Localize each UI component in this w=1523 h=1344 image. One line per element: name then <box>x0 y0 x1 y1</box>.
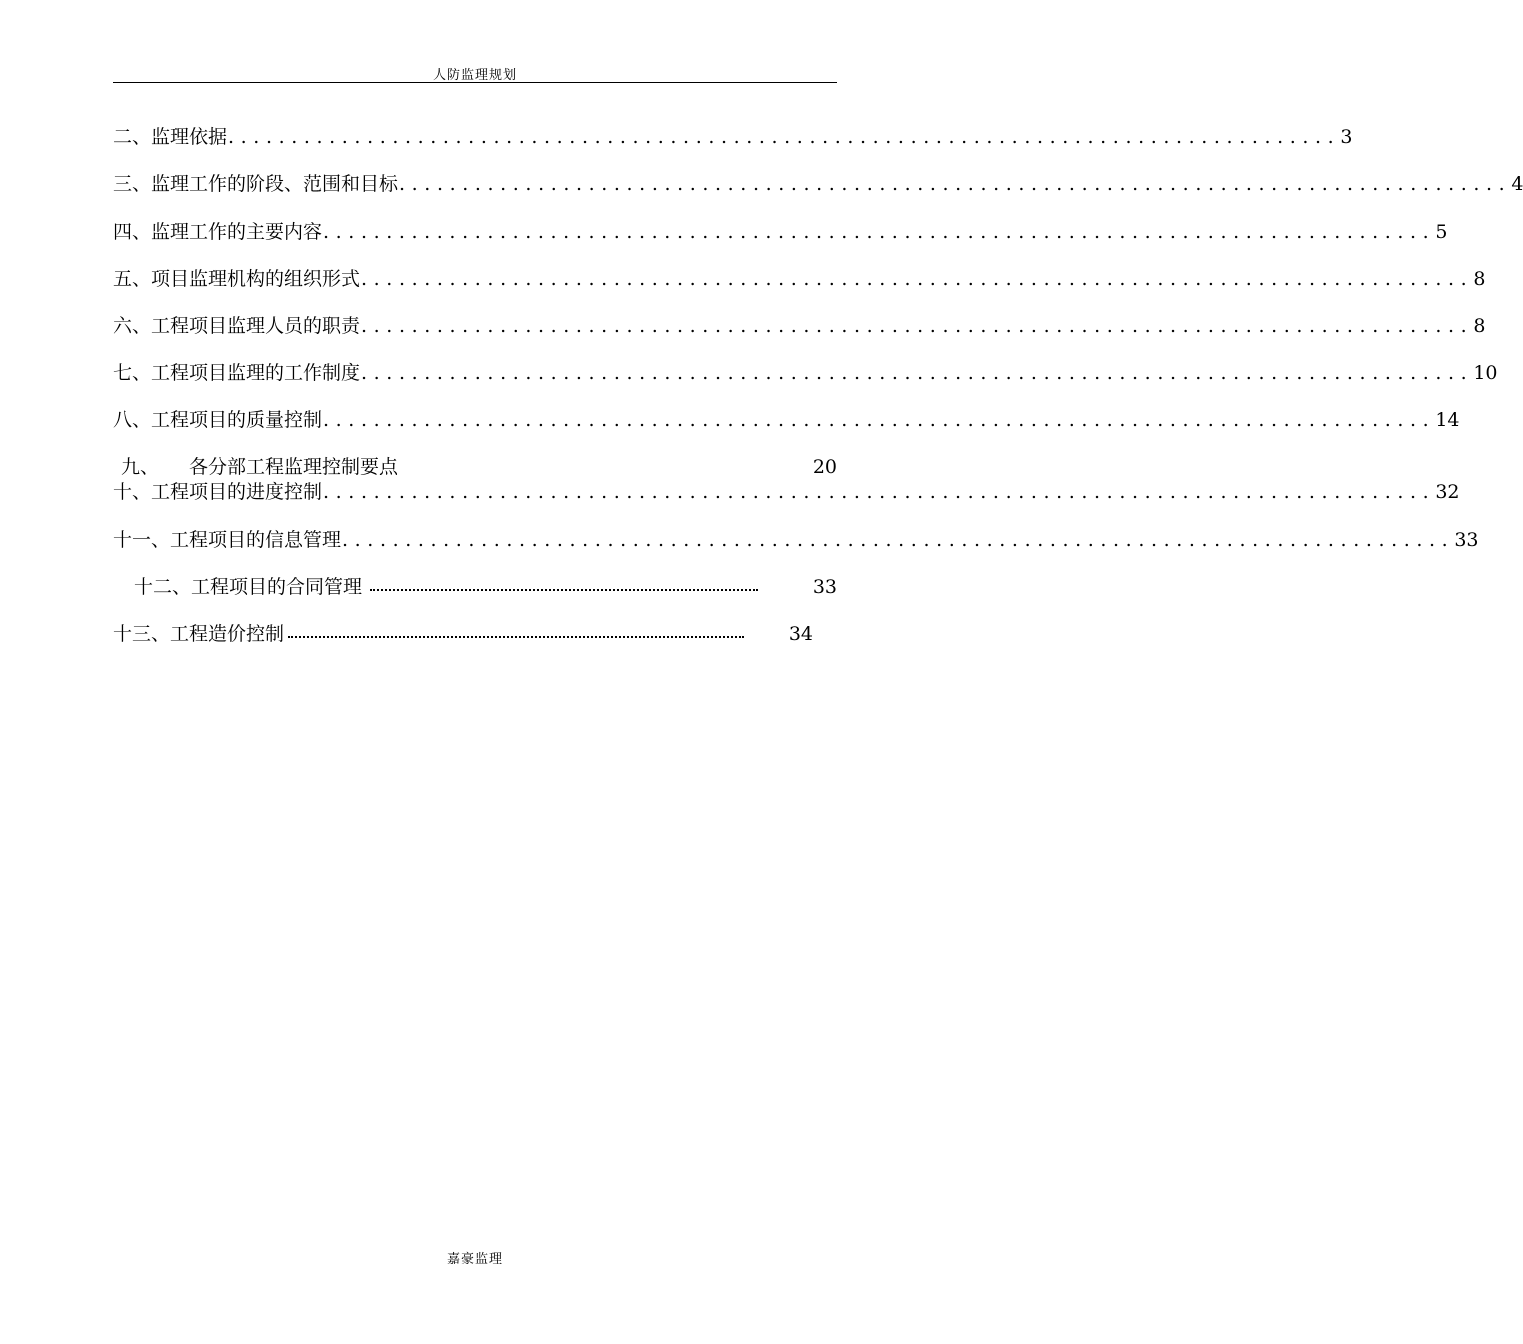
toc-leader-dots: ........................................................................................ <box>323 481 1436 503</box>
toc-page-number: 33 <box>1454 529 1479 551</box>
toc-page-number: 14 <box>1435 409 1460 431</box>
toc-number: 三、 <box>113 173 152 195</box>
toc-entry[interactable] <box>113 527 1479 553</box>
toc-leader-dots: ........................................................................................ <box>361 315 1474 337</box>
toc-number: 四、 <box>113 221 152 243</box>
toc-leader-dots: ........................................................................................ <box>399 173 1512 195</box>
toc-title: 监理依据 <box>151 126 228 148</box>
toc-title: 工程项目的合同管理 <box>191 576 363 598</box>
toc-leader-dots: ........................................................................................ <box>228 126 1341 148</box>
toc-title: 监理工作的主要内容 <box>151 221 323 243</box>
toc-entry[interactable] <box>113 124 1353 150</box>
toc-entry[interactable] <box>113 219 1448 245</box>
toc-page-number: 5 <box>1435 221 1448 243</box>
header-rule <box>113 82 837 83</box>
toc-page-number: 8 <box>1473 268 1486 290</box>
toc-number: 十一、 <box>113 529 171 551</box>
toc-page-number: 4 <box>1511 173 1523 195</box>
toc-title: 工程造价控制 <box>170 623 285 645</box>
toc-entry[interactable] <box>113 313 1486 339</box>
toc-entry[interactable] <box>113 479 1460 505</box>
toc-leader-dots <box>370 589 758 591</box>
toc-leader-dots: ........................................................................................ <box>342 529 1455 551</box>
toc-page-number: 33 <box>812 576 837 598</box>
toc-page-number: 8 <box>1473 315 1486 337</box>
toc-title: 工程项目监理的工作制度 <box>151 362 361 384</box>
toc-number: 五、 <box>113 268 152 290</box>
toc-entry[interactable] <box>113 621 813 647</box>
toc-entry[interactable] <box>113 171 1523 197</box>
toc-number: 十、 <box>113 481 152 503</box>
toc-page-number: 20 <box>812 456 837 478</box>
toc-entry[interactable] <box>134 574 837 600</box>
toc-page-number: 32 <box>1435 481 1460 503</box>
toc-title: 工程项目监理人员的职责 <box>151 315 361 337</box>
toc-entry[interactable] <box>113 407 1460 433</box>
toc-leader-dots: ........................................................................................ <box>323 409 1436 431</box>
toc-entry[interactable] <box>113 266 1486 292</box>
toc-entry[interactable] <box>121 454 837 480</box>
toc-number: 六、 <box>113 315 152 337</box>
toc-number: 七、 <box>113 362 152 384</box>
toc-leader-dots: ........................................................................................ <box>323 221 1436 243</box>
toc-page-number: 10 <box>1473 362 1498 384</box>
toc-title: 工程项目的质量控制 <box>151 409 323 431</box>
toc-number: 八、 <box>113 409 152 431</box>
page-header: 人防监理规划 <box>432 68 517 83</box>
toc-number: 九、 <box>121 456 160 478</box>
toc-title: 工程项目的信息管理 <box>170 529 342 551</box>
toc-page-number: 3 <box>1340 126 1353 148</box>
toc-title: 项目监理机构的组织形式 <box>151 268 361 290</box>
toc-number: 十二、 <box>134 576 192 598</box>
toc-leader-dots: ........................................................................................ <box>361 362 1474 384</box>
toc-entry[interactable] <box>113 360 1498 386</box>
toc-number: 十三、 <box>113 623 171 645</box>
toc-title: 监理工作的阶段、范围和目标 <box>151 173 399 195</box>
toc-title: 各分部工程监理控制要点 <box>189 456 399 478</box>
toc-page-number: 34 <box>788 623 813 645</box>
page-footer: 嘉豪监理 <box>446 1252 503 1267</box>
toc-title: 工程项目的进度控制 <box>151 481 323 503</box>
toc-leader-dots: ........................................................................................ <box>361 268 1474 290</box>
toc-number: 二、 <box>113 126 152 148</box>
toc-leader-dots <box>288 636 744 638</box>
